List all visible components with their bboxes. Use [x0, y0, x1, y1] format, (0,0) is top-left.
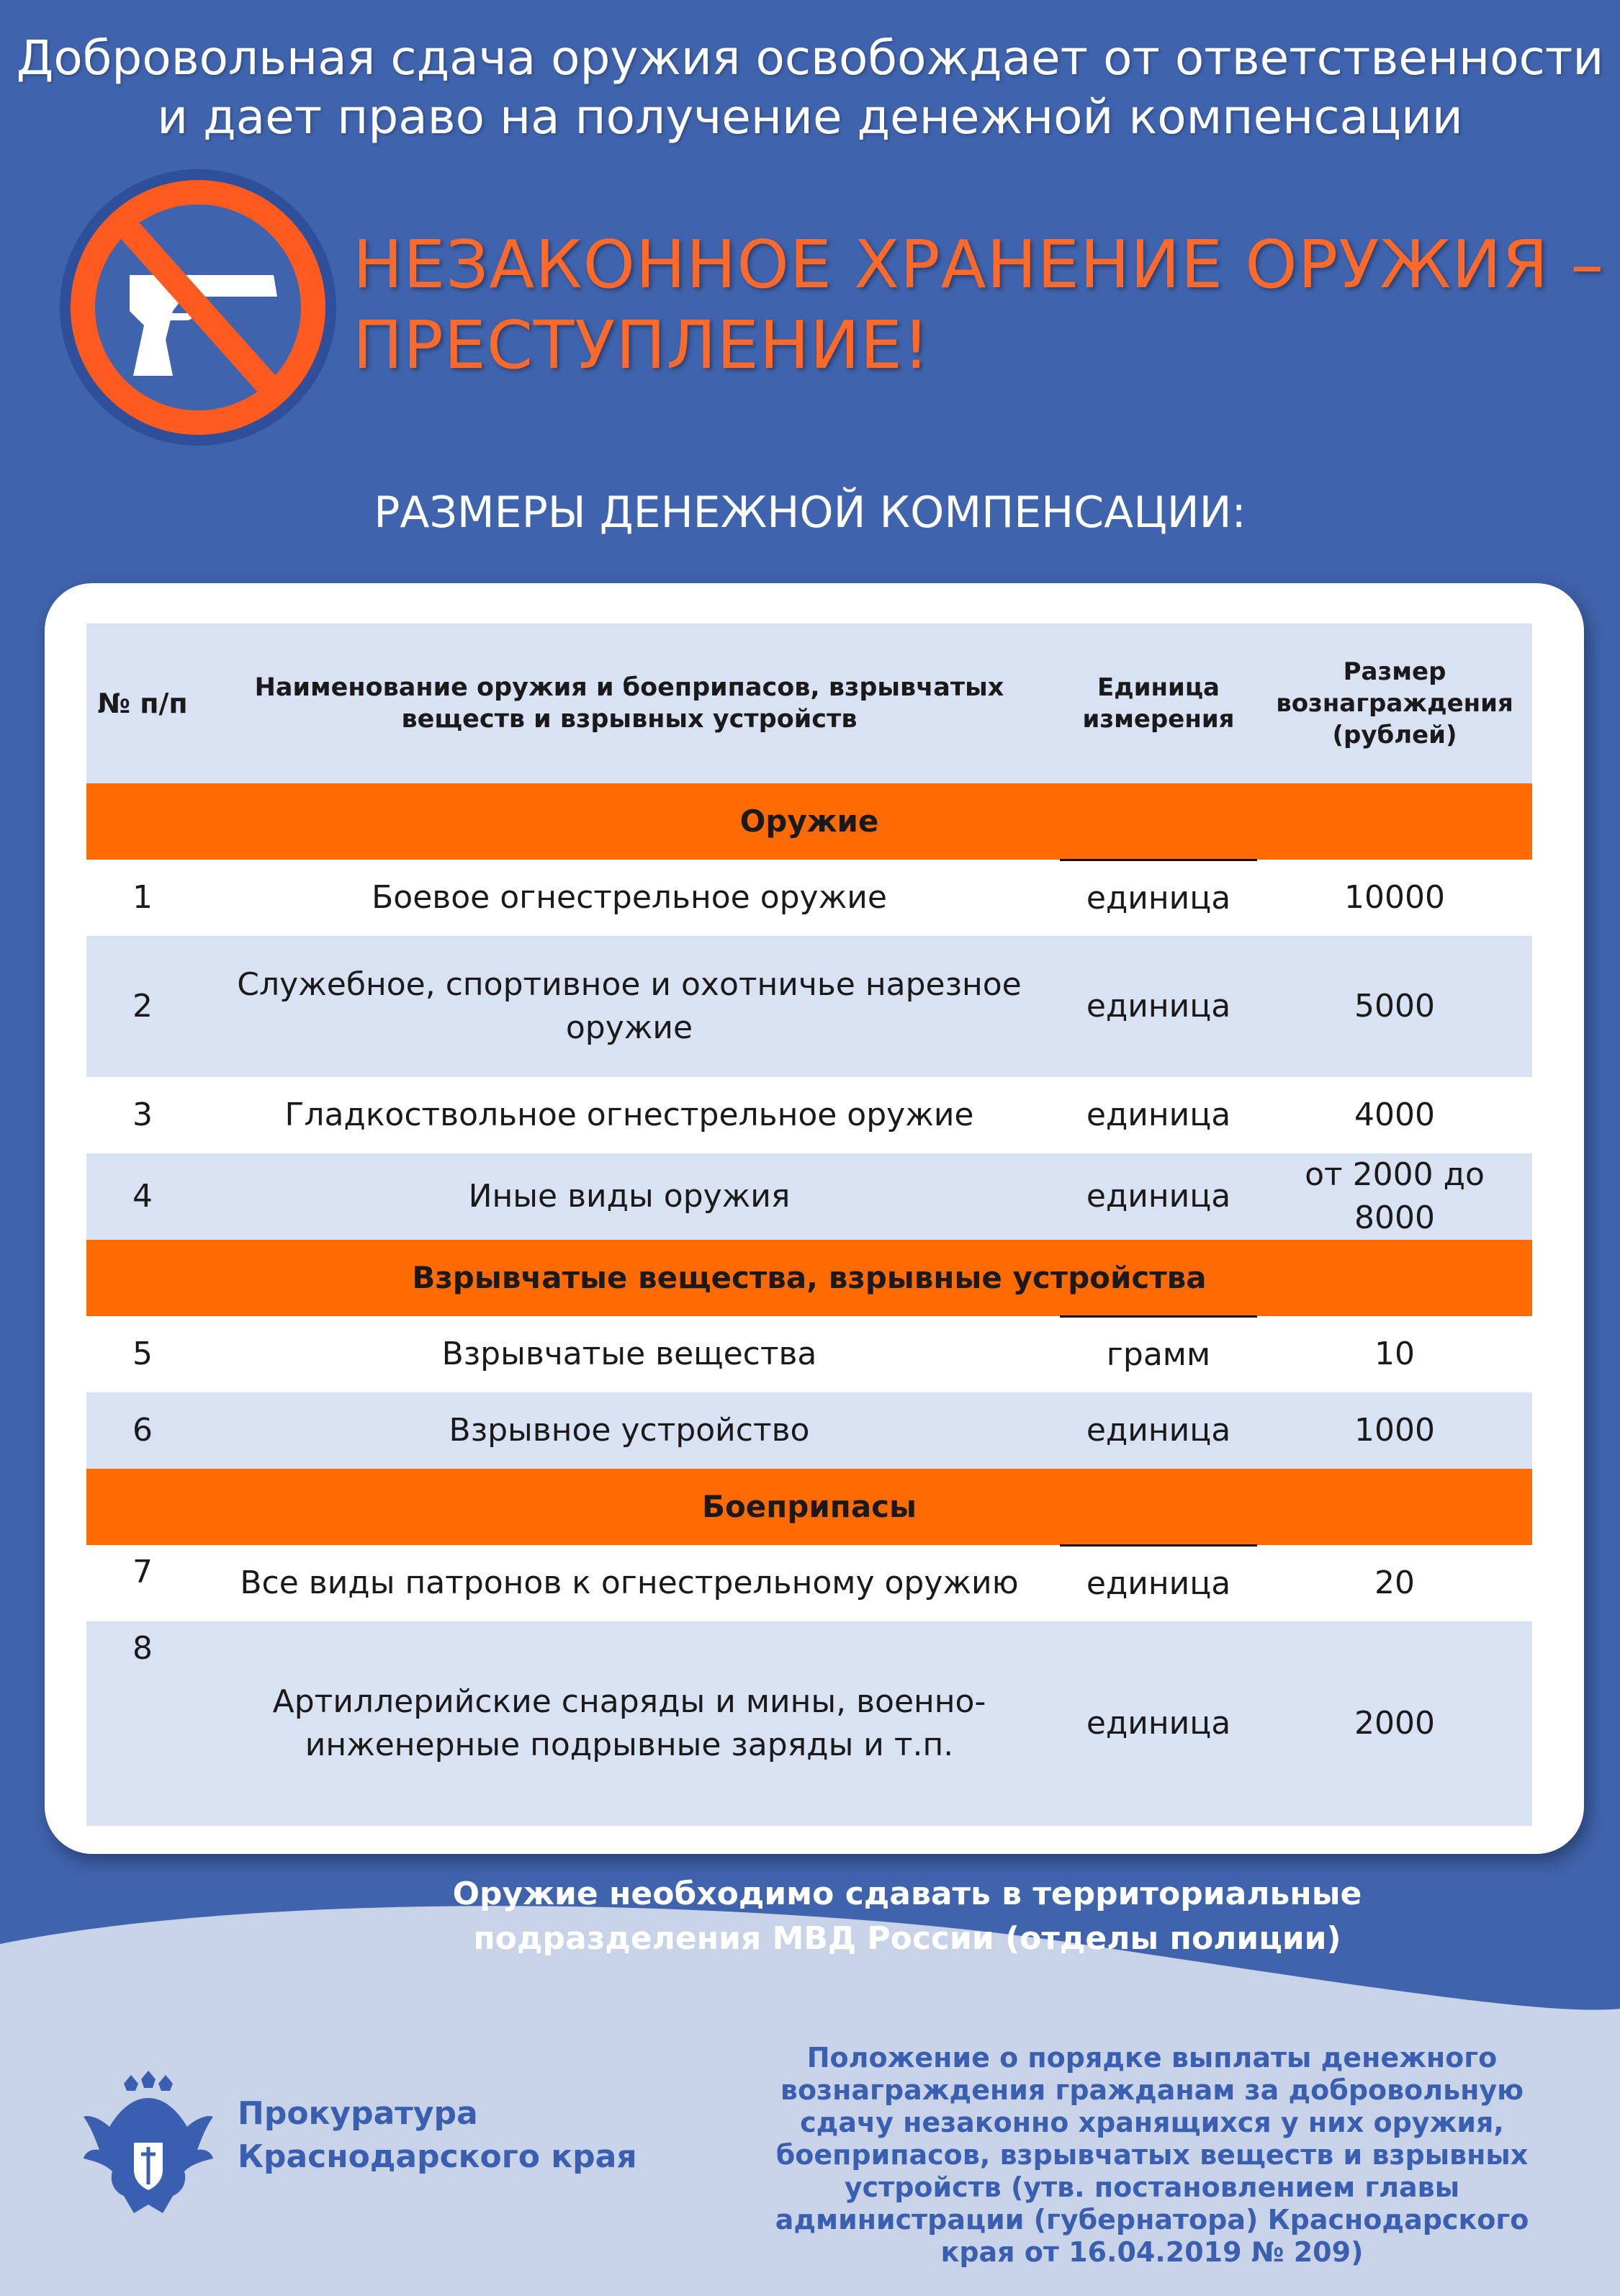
row-unit: единица	[1060, 1545, 1257, 1621]
row-unit: грамм	[1060, 1316, 1257, 1392]
section-row-ammo	[86, 1469, 1532, 1545]
warning-line-2: ПРЕСТУПЛЕНИЕ!	[353, 307, 930, 384]
section-row-explosives	[86, 1240, 1532, 1316]
compensation-table	[86, 623, 1532, 1826]
row-name: Взрывное устройство	[199, 1392, 1060, 1469]
section-label: Оружие	[86, 783, 1532, 860]
row-amount: от 2000 до 8000	[1257, 1153, 1532, 1240]
headline-line-1: Добровольная сдача оружия освобождает от ответственности	[16, 30, 1604, 86]
row-name: Артиллерийские снаряды и мины, военно-инженерные подрывные заряды и т.п.	[199, 1621, 1060, 1826]
row-amount: 10000	[1344, 879, 1445, 916]
table-row	[86, 860, 1532, 936]
headline-line-2: и дает право на получение денежной компенсации	[157, 89, 1463, 145]
row-name: Взрывчатые вещества	[441, 1336, 817, 1372]
warning-title	[353, 225, 1605, 386]
table-row	[86, 1621, 1532, 1826]
deliver-note-line-2: подразделения МВД России (отделы полиции)	[473, 1920, 1341, 1957]
deliver-note	[403, 1872, 1411, 1961]
compensation-title: РАЗМЕРЫ ДЕНЕЖНОЙ КОМПЕНСАЦИИ:	[374, 487, 1246, 538]
row-unit: единица	[1060, 860, 1257, 936]
row-num: 1	[132, 879, 153, 916]
deliver-note-line-1: Оружие необходимо сдавать в территориальные	[452, 1876, 1362, 1912]
prosecutor-line-1: Прокуратура	[238, 2095, 478, 2132]
table-row	[86, 936, 1532, 1077]
regulation-reference: Положение о порядке выплаты денежного вознаграждения гражданам за добровольную сдачу незаконно хранящихся у них оружия, боеприпасов, взрывчатых веществ и взрывных устройств (утв. постановлением главы администрации (губернатора) Краснодарского края от 16.04.2019 № 209)	[775, 2042, 1529, 2268]
row-name: Иные виды оружия	[199, 1153, 1060, 1240]
prosecutor-line-2: Краснодарского края	[238, 2138, 637, 2175]
header-amount: Размер вознаграждения (рублей)	[1257, 623, 1532, 783]
section-label: Взрывчатые вещества, взрывные устройства	[86, 1240, 1532, 1316]
row-name: Служебное, спортивное и охотничье нарезное оружие	[199, 936, 1060, 1077]
row-name: Гладкоствольное огнестрельное оружие	[284, 1097, 974, 1133]
table-header-row	[86, 623, 1532, 783]
table-row	[86, 1545, 1532, 1621]
no-gun-icon	[58, 167, 338, 448]
row-num: 2	[86, 936, 199, 1077]
table-row	[86, 1077, 1532, 1153]
row-unit: единица	[1060, 936, 1257, 1077]
section-label: Боеприпасы	[86, 1469, 1532, 1545]
row-amount: 4000	[1354, 1097, 1435, 1133]
header-num: № п/п	[86, 623, 199, 783]
row-unit: единица	[1060, 1392, 1257, 1469]
section-row-weapons	[86, 783, 1532, 860]
row-num: 3	[132, 1097, 153, 1133]
row-amount: 5000	[1257, 936, 1532, 1077]
row-amount: 2000	[1257, 1621, 1532, 1826]
header-unit: Единица измерения	[1060, 623, 1257, 783]
warning-line-1: НЕЗАКОННОЕ ХРАНЕНИЕ ОРУЖИЯ –	[353, 226, 1605, 303]
row-num: 7	[132, 1554, 153, 1590]
row-name: Боевое огнестрельное оружие	[372, 879, 887, 916]
row-num: 8	[86, 1621, 199, 1826]
row-unit: единица	[1060, 1621, 1257, 1826]
double-headed-eagle-emblem	[81, 2069, 216, 2219]
header-name: Наименование оружия и боеприпасов, взрывчатых веществ и взрывных устройств	[199, 623, 1060, 783]
table-row	[86, 1392, 1532, 1469]
row-name: Все виды патронов к огнестрельному оружию	[240, 1565, 1019, 1601]
headline	[0, 29, 1620, 147]
row-unit: единица	[1060, 1153, 1257, 1240]
table-row	[86, 1153, 1532, 1240]
row-amount: 10	[1374, 1336, 1415, 1372]
row-num: 4	[86, 1153, 199, 1240]
table-row	[86, 1316, 1532, 1392]
row-num: 5	[132, 1336, 153, 1372]
prosecutor-office	[238, 2092, 670, 2179]
row-amount: 1000	[1257, 1392, 1532, 1469]
row-num: 6	[86, 1392, 199, 1469]
row-amount: 20	[1374, 1565, 1415, 1601]
row-unit: единица	[1086, 1097, 1231, 1133]
